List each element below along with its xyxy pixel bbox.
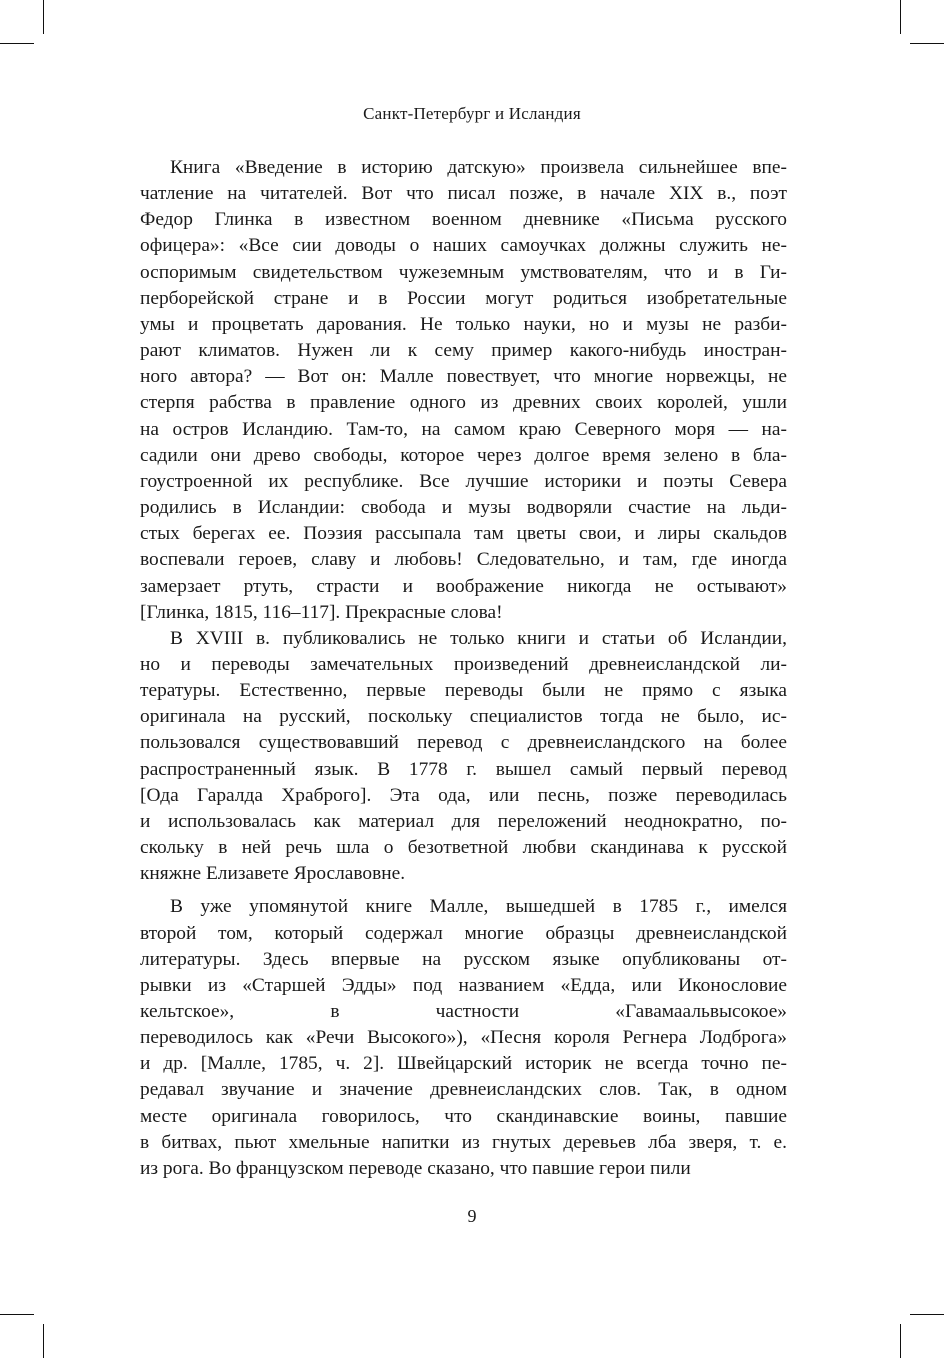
text-line: оригинала на русский, поскольку специалистов тогда не было, ис- — [140, 706, 787, 728]
text-line: переводилось как «Речи Высокого»), «Песня короля Регнера Лодброга» — [140, 1027, 787, 1049]
page-number: 9 — [467, 1206, 477, 1226]
text-line: стерпя рабства в правление одного из древних своих королей, ушли — [140, 392, 787, 414]
text-line: Федор Глинка в известном военном дневнике «Письма русского — [140, 209, 787, 231]
text-line: распространенный язык. В 1778 г. вышел самый первый перевод — [140, 758, 787, 780]
text-line: оспоримым свидетельством чужеземным умствователям, что и в Ги- — [140, 261, 787, 283]
text-line: Книга «Введение в историю датскую» произвела сильнейшее впе- — [170, 157, 787, 178]
text-line: [Ода Гаралда Храброго]. Эта ода, или песнь, позже переводилась — [140, 784, 787, 806]
text-line: литературы. Здесь впервые на русском языке опубликованы от- — [140, 948, 787, 970]
text-line: родились в Исландии: свобода и музы водворяли счастие на льди- — [140, 497, 787, 519]
text-line: кельтское», в частности «Гавамаальвысокое» — [140, 1001, 787, 1022]
crop-mark — [900, 0, 901, 34]
text-line: месте оригинала говорилось, что скандинавские воины, павшие — [140, 1105, 787, 1127]
crop-mark — [910, 1314, 944, 1315]
text-line: В XVIII в. публиковались не только книги и статьи об Исландии, — [170, 627, 787, 649]
text-line: из рога. Во французском переводе сказано, что павшие герои пили — [140, 1157, 691, 1179]
crop-mark — [910, 43, 944, 44]
crop-mark — [0, 1314, 34, 1315]
text-line: тературы. Естественно, первые переводы были не прямо с языка — [140, 680, 787, 702]
text-line: ного автора? — Вот он: Малле повествует, что многие норвежцы, не — [140, 366, 787, 388]
text-line: рают климатов. Нужен ли к сему пример какого-нибудь иностран- — [140, 340, 787, 362]
text-line: на остров Исландию. Там-то, на самом краю Северного моря — на- — [140, 418, 787, 440]
crop-mark — [43, 0, 44, 34]
text-line: пользовался существовавший перевод с древнеисландского на более — [140, 732, 787, 754]
text-line: [Глинка, 1815, 116–117]. Прекрасные слова! — [140, 601, 503, 623]
text-line: скольку в ней речь шла о безответной любви скандинава к русской — [140, 837, 787, 859]
text-line: но и переводы замечательных произведений древнеисландской ли- — [140, 653, 787, 675]
paragraph — [140, 894, 787, 1182]
text-line: второй том, который содержал многие образцы древнеисландской — [140, 922, 787, 944]
text-line: в битвах, пьют хмельные напитки из гнутых деревьев лба зверя, т. е. — [140, 1131, 787, 1153]
paragraph — [140, 626, 787, 888]
text-line: офицера»: «Все сии доводы о наших самоучках должны служить не- — [140, 235, 787, 257]
text-line: стых берегах ее. Поэзия рассыпала там цветы свои, и лиры скальдов — [140, 523, 787, 545]
text-line: рывки из «Старшей Эдды» под названием «Едда, или Иконословие — [140, 974, 787, 996]
body-text — [140, 155, 787, 1182]
paragraph-gap — [140, 887, 787, 894]
text-line: гоустроенной их республике. Все лучшие историки и поэты Севера — [140, 470, 787, 492]
text-line: перборейской стране и в России могут родиться изобретательные — [140, 287, 787, 309]
crop-mark — [900, 1324, 901, 1358]
text-line: воспевали героев, славу и любовь! Следовательно, и там, где иногда — [140, 549, 787, 571]
text-line: редавал звучание и значение древнеисландских слов. Так, в одном — [140, 1079, 787, 1101]
crop-mark — [43, 1324, 44, 1358]
text-line: садили они древо свободы, которое через долгое время зелено в бла- — [140, 444, 787, 466]
text-line: чатление на читателей. Вот что писал позже, в начале XIX в., поэт — [140, 183, 787, 205]
text-line: и др. [Малле, 1785, ч. 2]. Швейцарский историк не всегда точно пе- — [140, 1053, 787, 1075]
running-head: Санкт-Петербург и Исландия — [363, 104, 581, 123]
text-line: В уже упомянутой книге Малле, вышедшей в 1785 г., имелся — [170, 896, 787, 918]
text-line: умы и процветать дарования. Не только науки, но и музы не разби- — [140, 313, 787, 335]
text-line: замерзает ртуть, страсти и воображение никогда не остывают» — [140, 575, 787, 597]
text-line: и использовалась как материал для переложений неоднократно, по- — [140, 810, 787, 832]
text-line: княжне Елизавете Ярославовне. — [140, 863, 406, 885]
paragraph — [140, 155, 787, 626]
crop-mark — [0, 43, 34, 44]
